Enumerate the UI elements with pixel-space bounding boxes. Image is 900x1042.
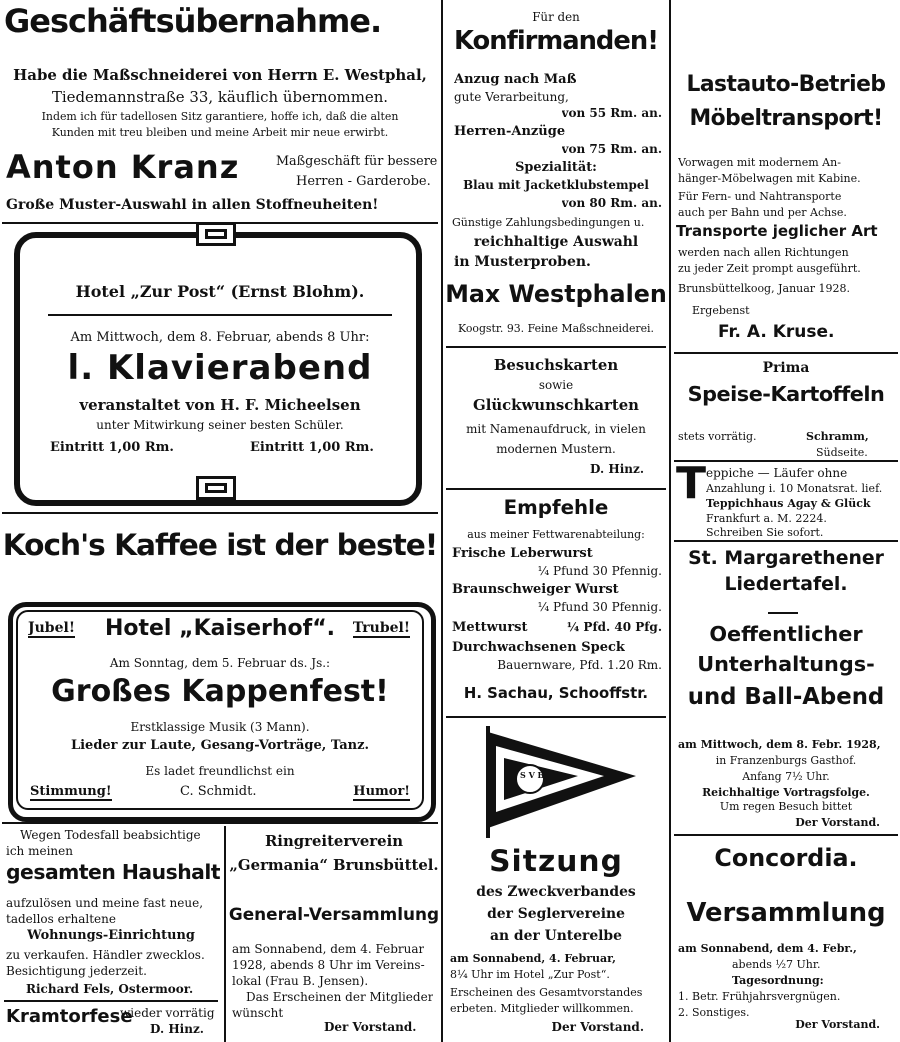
ad-karten	[444, 350, 668, 486]
ad-separator	[674, 540, 898, 542]
music-line: Erstklassige Musik (3 Mann).	[130, 720, 310, 734]
text-line: 2. Sonstiges.	[678, 1006, 750, 1019]
text-line: Erscheinen des Gesamtvorstandes	[450, 986, 643, 999]
signature: Richard Fels, Ostermoor.	[26, 982, 194, 996]
product-name: Durchwachsenen Speck	[452, 640, 625, 655]
text-line: Glückwunschkarten	[473, 396, 639, 414]
headline: gesamten Haushalt	[6, 860, 221, 884]
organizer-line: veranstaltet von H. F. Micheelsen	[79, 396, 361, 414]
text-line: werden nach allen Richtungen	[678, 246, 849, 259]
program-line: Lieder zur Laute, Gesang-Vorträge, Tanz.	[70, 738, 370, 753]
text-line: an der Unterelbe	[490, 928, 622, 944]
text-line: zu jeder Zeit prompt ausgeführt.	[678, 262, 861, 275]
column-1	[0, 0, 440, 1042]
text-line: ich meinen	[6, 844, 73, 858]
hotel-line: Hotel „Zur Post“ (Ernst Blohm).	[75, 282, 365, 301]
text-line: lokal (Frau B. Jensen).	[232, 974, 369, 988]
headline: Konfirmanden!	[454, 26, 658, 56]
highlight-line: Transporte jeglicher Art	[676, 222, 878, 240]
ad-ringreiterverein	[228, 826, 440, 1042]
text-line: Wegen Todesfall beabsichtige	[20, 828, 201, 842]
text-line: auch per Bahn und per Achse.	[678, 206, 847, 219]
ad-klavierabend	[0, 226, 440, 508]
headline: Speise-Kartoffeln	[687, 382, 885, 406]
event-title: Oeffentlicher	[709, 622, 863, 646]
product-price: ¼ Pfund 30 Pfennig.	[537, 600, 662, 614]
signature: Der Vorstand.	[795, 816, 880, 829]
text-line: tadellos erhaltene	[6, 912, 116, 926]
product-price: ¼ Pfund 30 Pfennig.	[537, 564, 662, 578]
text-line: Prima	[762, 360, 810, 376]
text-line: Indem ich für tadellosen Sitz garantiere, hoffe ich, daß die alten	[41, 110, 399, 123]
signature: Der Vorstand.	[324, 1020, 417, 1034]
column-2	[444, 0, 668, 1042]
text-line: am Sonnabend, dem 4. Februar	[232, 942, 425, 956]
headline: Sitzung	[489, 844, 623, 879]
text-line: in Franzenburgs Gasthof.	[715, 754, 857, 767]
ad-separator	[2, 822, 438, 824]
business-name: Max Westphalen	[445, 280, 667, 308]
text-line: aufzulösen und meine fast neue,	[6, 896, 204, 910]
ad-kappenfest	[0, 598, 440, 820]
ad-separator	[446, 716, 666, 718]
stock-line: wieder vorrätig	[120, 1006, 215, 1020]
event-title: Großes Kappenfest!	[51, 674, 389, 709]
club-name: Liedertafel.	[724, 574, 848, 595]
text-line: Anfang 7½ Uhr.	[742, 770, 830, 783]
club-name: Concordia.	[714, 844, 858, 872]
seller-address: Südseite.	[816, 446, 868, 459]
ad-separator	[674, 834, 898, 836]
text-line: Wohnungs-Einrichtung	[27, 928, 195, 943]
signature: Der Vorstand.	[795, 1018, 880, 1031]
headline: Empfehle	[503, 496, 609, 519]
headline: Möbeltransport!	[689, 106, 883, 131]
text-line: Brunsbüttelkoog, Januar 1928.	[678, 282, 851, 295]
headline: Geschäftsübernahme.	[4, 2, 382, 40]
trade-line: Herren - Garderobe.	[296, 174, 431, 189]
specialty-heading: Spezialität:	[515, 160, 597, 175]
text-line: Tiedemannstraße 33, käuflich übernommen.	[51, 88, 389, 106]
tag-bottom-right: Humor!	[353, 784, 410, 799]
entry-price: Eintritt 1,00 Rm.	[250, 440, 374, 455]
text-line: 1928, abends 8 Uhr im Vereins-	[232, 958, 425, 972]
event-title: Unterhaltungs-	[697, 652, 875, 676]
assortment-line: reichhaltige Auswahl	[473, 234, 639, 250]
sub-line: aus meiner Fettwarenabteilung:	[467, 528, 645, 541]
product-name: Mettwurst	[452, 620, 528, 635]
event-title: General-Versammlung	[228, 904, 440, 924]
text-line: Besuchskarten	[493, 356, 619, 374]
text-line: hänger-Möbelwagen mit Kabine.	[678, 172, 861, 185]
text-line: modernen Mustern.	[496, 442, 616, 456]
assortment-line: in Musterproben.	[454, 254, 591, 270]
seller: Schramm,	[806, 430, 869, 443]
ad-kaffee	[0, 516, 440, 596]
signature: Der Vorstand.	[551, 1020, 644, 1034]
ad-fettwaren	[444, 492, 668, 714]
text-line: Habe die Maßschneiderei von Herrn E. Westphal,	[13, 66, 427, 84]
pennant-flag-icon	[486, 724, 640, 840]
text-line: eppiche — Läufer ohne	[706, 466, 848, 480]
text-line: mit Namenaufdruck, in vielen	[466, 422, 646, 436]
product-name: Braunschweiger Wurst	[452, 582, 619, 597]
text-line: stets vorrätig.	[678, 430, 757, 443]
product-name: Frische Leberwurst	[452, 546, 593, 561]
column-rule	[441, 0, 443, 1042]
text-line: am Sonnabend, 4. Februar,	[450, 952, 616, 965]
hotel-name: Hotel „Kaiserhof“.	[104, 616, 336, 641]
text-line: 1. Betr. Frühjahrsvergnügen.	[678, 990, 841, 1003]
text-line: am Mittwoch, dem 8. Febr. 1928,	[678, 738, 881, 751]
text-line: Teppichhaus Agay & Glück	[706, 497, 871, 510]
item-price: von 55 Rm. an.	[561, 106, 662, 120]
text-line: 8¼ Uhr im Hotel „Zur Post“.	[450, 968, 610, 981]
date-line: Am Mittwoch, dem 8. Februar, abends 8 Uhr:	[70, 330, 370, 345]
text-line: Anzahlung i. 10 Monatsrat. lief.	[706, 482, 883, 495]
signature: D. Hinz.	[590, 462, 644, 476]
event-title: l. Klavierabend	[67, 348, 373, 388]
column-3	[672, 0, 900, 1042]
ad-separator	[2, 512, 438, 514]
business-name: Anton Kranz	[6, 148, 240, 186]
slogan: Koch's Kaffee ist der beste!	[2, 528, 438, 562]
item-price: von 80 Rm. an.	[561, 196, 662, 210]
entry-price: Eintritt 1,00 Rm.	[50, 440, 174, 455]
trade-line: Maßgeschäft für bessere	[276, 154, 438, 169]
club-name: „Germania“ Brunsbüttel.	[229, 856, 439, 874]
item-price: von 75 Rm. an.	[561, 142, 662, 156]
ad-konfirmanden	[444, 0, 668, 346]
flag-lettering: S V B	[520, 770, 544, 780]
item-detail: gute Verarbeitung,	[454, 90, 569, 104]
ad-geschaeftsuebernahme	[0, 0, 440, 222]
text-line: Kunden mit treu bleiben und meine Arbeit mir neue erwirbt.	[51, 126, 389, 139]
tag-right: Trubel!	[352, 620, 410, 636]
product-price: Bauernware, Pfd. 1.20 Rm.	[497, 658, 662, 672]
ad-separator	[674, 460, 898, 462]
text-line: abends ½7 Uhr.	[732, 958, 821, 971]
product-price: ¼ Pfd. 40 Pfg.	[566, 620, 662, 634]
headline: Lastauto-Betrieb	[686, 72, 886, 97]
ad-seglerverband	[444, 720, 668, 1042]
text-line: Ergebenst	[692, 304, 750, 317]
text-line: der Seglervereine	[487, 906, 625, 922]
invite-line: Es ladet freundlichst ein	[145, 764, 295, 778]
text-line: des Zweckverbandes	[476, 884, 636, 900]
date-line: Am Sonntag, dem 5. Februar ds. Js.:	[109, 656, 331, 670]
divider	[768, 612, 798, 614]
footer-line: Große Muster-Auswahl in allen Stoffneuheiten!	[6, 197, 379, 213]
text-line: Tagesordnung:	[732, 974, 824, 987]
item-title: Herren-Anzüge	[454, 124, 566, 139]
ad-teppiche	[672, 464, 900, 540]
text-line: Schreiben Sie sofort.	[706, 526, 824, 539]
address-line: Koogstr. 93. Feine Maßschneiderei.	[458, 322, 654, 335]
event-title: Versammlung	[686, 898, 886, 928]
text-line: zu verkaufen. Händler zwecklos.	[6, 948, 205, 962]
text-line: sowie	[538, 378, 574, 392]
host: C. Schmidt.	[180, 784, 257, 799]
text-line: Vorwagen mit modernem An-	[678, 156, 841, 169]
club-name: Ringreiterverein	[264, 832, 404, 850]
column-rule	[224, 826, 226, 1042]
ad-separator	[446, 346, 666, 348]
pre-title: Für den	[532, 10, 580, 24]
club-name: St. Margarethener	[688, 548, 884, 569]
with-line: unter Mitwirkung seiner besten Schüler.	[96, 418, 344, 432]
text-line: Besichtigung jederzeit.	[6, 964, 147, 978]
ad-concordia	[672, 838, 900, 1042]
product-name: Kramtorfese	[6, 1006, 133, 1027]
drop-initial: T	[676, 462, 707, 506]
item-title: Anzug nach Maß	[454, 72, 577, 87]
text-line: erbeten. Mitglieder willkommen.	[450, 1002, 634, 1015]
event-title: und Ball-Abend	[687, 684, 885, 710]
ad-separator	[446, 488, 666, 490]
tag-left: Jubel!	[28, 620, 75, 636]
ad-lastauto	[672, 60, 900, 352]
specialty-line: Blau mit Jacketklubstempel	[463, 178, 649, 192]
text-line: Das Erscheinen der Mitglieder	[246, 990, 434, 1004]
text-line: Um regen Besuch bittet	[719, 800, 853, 813]
divider	[48, 314, 392, 316]
ad-haushalt	[0, 826, 222, 1042]
ad-kartoffeln	[672, 356, 900, 460]
frame-ornament	[196, 476, 236, 500]
signature: H. Sachau, Schooffstr.	[463, 684, 649, 702]
text-line: wünscht	[232, 1006, 284, 1020]
text-line: Frankfurt a. M. 2224.	[706, 512, 827, 525]
tag-bottom-left: Stimmung!	[30, 784, 112, 799]
divider	[4, 1000, 218, 1002]
terms-line: Günstige Zahlungsbedingungen u.	[452, 216, 645, 229]
ad-liedertafel	[672, 544, 900, 834]
signature: Fr. A. Kruse.	[718, 322, 835, 342]
frame-ornament	[196, 222, 236, 246]
text-line: am Sonnabend, dem 4. Febr.,	[678, 942, 857, 955]
column-rule	[669, 0, 671, 1042]
seller: D. Hinz.	[150, 1022, 204, 1036]
text-line: Für Fern- und Nahtransporte	[678, 190, 842, 203]
ad-separator	[674, 352, 898, 354]
text-line: Reichhaltige Vortragsfolge.	[702, 786, 870, 799]
